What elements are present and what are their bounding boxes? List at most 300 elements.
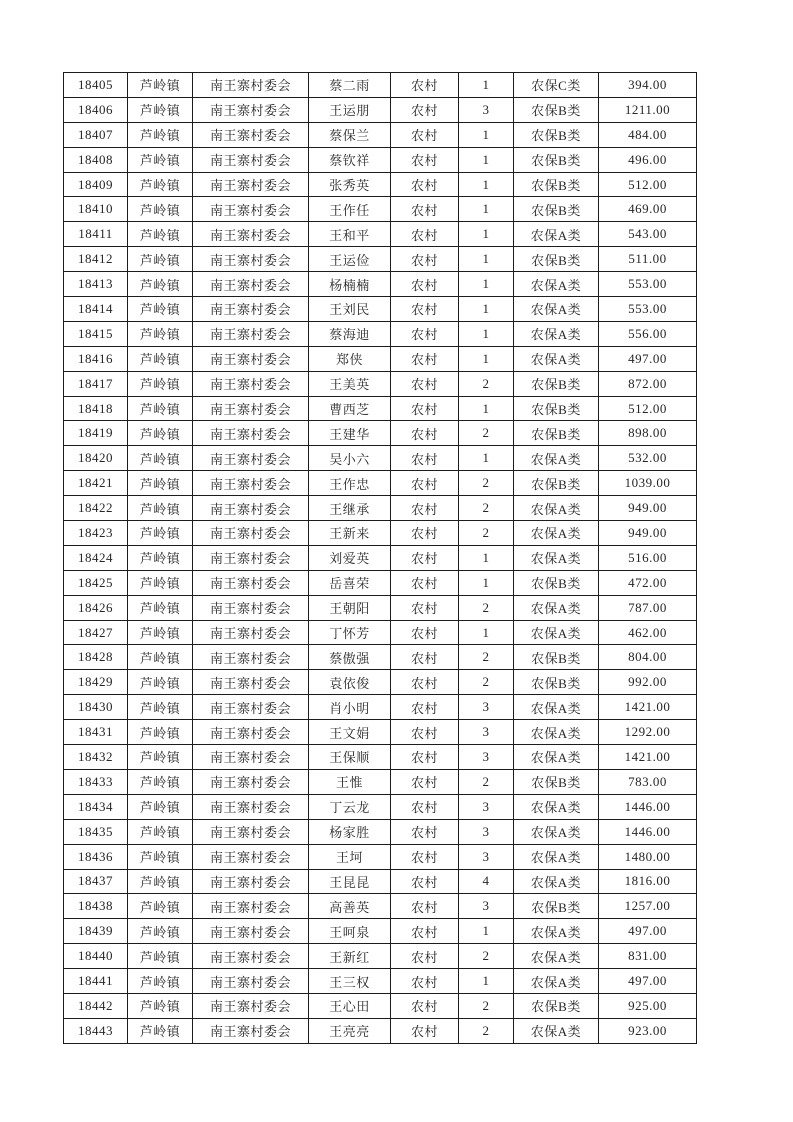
cell-insurance_class: 农保A类 xyxy=(514,869,599,894)
cell-amount: 1446.00 xyxy=(599,819,697,844)
cell-town: 芦岭镇 xyxy=(128,421,193,446)
cell-village_committee: 南王寨村委会 xyxy=(193,894,309,919)
cell-person_count: 1 xyxy=(459,73,514,98)
cell-village_committee: 南王寨村委会 xyxy=(193,321,309,346)
cell-person_name: 蔡二雨 xyxy=(309,73,391,98)
cell-residence_type: 农村 xyxy=(391,869,459,894)
cell-serial_number: 18439 xyxy=(64,919,128,944)
cell-person_count: 1 xyxy=(459,197,514,222)
cell-village_committee: 南王寨村委会 xyxy=(193,297,309,322)
cell-serial_number: 18409 xyxy=(64,172,128,197)
cell-serial_number: 18424 xyxy=(64,545,128,570)
cell-person_count: 2 xyxy=(459,371,514,396)
cell-person_name: 蔡傲强 xyxy=(309,645,391,670)
cell-village_committee: 南王寨村委会 xyxy=(193,944,309,969)
cell-amount: 1039.00 xyxy=(599,471,697,496)
cell-village_committee: 南王寨村委会 xyxy=(193,496,309,521)
cell-person_count: 1 xyxy=(459,346,514,371)
cell-person_name: 王昆昆 xyxy=(309,869,391,894)
cell-residence_type: 农村 xyxy=(391,570,459,595)
cell-town: 芦岭镇 xyxy=(128,844,193,869)
cell-person_name: 王保顺 xyxy=(309,745,391,770)
cell-residence_type: 农村 xyxy=(391,147,459,172)
cell-town: 芦岭镇 xyxy=(128,869,193,894)
cell-amount: 872.00 xyxy=(599,371,697,396)
cell-residence_type: 农村 xyxy=(391,446,459,471)
cell-residence_type: 农村 xyxy=(391,122,459,147)
cell-serial_number: 18442 xyxy=(64,993,128,1018)
cell-amount: 1480.00 xyxy=(599,844,697,869)
cell-amount: 783.00 xyxy=(599,769,697,794)
cell-amount: 1816.00 xyxy=(599,869,697,894)
cell-amount: 831.00 xyxy=(599,944,697,969)
cell-town: 芦岭镇 xyxy=(128,944,193,969)
cell-village_committee: 南王寨村委会 xyxy=(193,745,309,770)
cell-amount: 553.00 xyxy=(599,297,697,322)
cell-town: 芦岭镇 xyxy=(128,894,193,919)
table-row xyxy=(64,620,697,645)
cell-serial_number: 18405 xyxy=(64,73,128,98)
cell-village_committee: 南王寨村委会 xyxy=(193,346,309,371)
cell-village_committee: 南王寨村委会 xyxy=(193,147,309,172)
cell-amount: 1257.00 xyxy=(599,894,697,919)
cell-person_count: 1 xyxy=(459,446,514,471)
cell-insurance_class: 农保A类 xyxy=(514,346,599,371)
table-row xyxy=(64,446,697,471)
cell-insurance_class: 农保A类 xyxy=(514,446,599,471)
cell-person_name: 王作任 xyxy=(309,197,391,222)
cell-town: 芦岭镇 xyxy=(128,496,193,521)
cell-person_name: 丁云龙 xyxy=(309,794,391,819)
cell-insurance_class: 农保C类 xyxy=(514,73,599,98)
cell-person_count: 3 xyxy=(459,794,514,819)
cell-insurance_class: 农保B类 xyxy=(514,247,599,272)
cell-town: 芦岭镇 xyxy=(128,769,193,794)
cell-village_committee: 南王寨村委会 xyxy=(193,97,309,122)
cell-town: 芦岭镇 xyxy=(128,297,193,322)
cell-person_count: 1 xyxy=(459,321,514,346)
cell-serial_number: 18436 xyxy=(64,844,128,869)
cell-insurance_class: 农保A类 xyxy=(514,272,599,297)
cell-village_committee: 南王寨村委会 xyxy=(193,844,309,869)
cell-town: 芦岭镇 xyxy=(128,172,193,197)
table-row xyxy=(64,222,697,247)
cell-village_committee: 南王寨村委会 xyxy=(193,222,309,247)
cell-town: 芦岭镇 xyxy=(128,371,193,396)
cell-person_name: 王美英 xyxy=(309,371,391,396)
cell-person_name: 王和平 xyxy=(309,222,391,247)
cell-serial_number: 18417 xyxy=(64,371,128,396)
cell-residence_type: 农村 xyxy=(391,1018,459,1043)
cell-amount: 787.00 xyxy=(599,595,697,620)
cell-person_name: 王朝阳 xyxy=(309,595,391,620)
cell-person_name: 杨家胜 xyxy=(309,819,391,844)
cell-serial_number: 18430 xyxy=(64,695,128,720)
cell-residence_type: 农村 xyxy=(391,222,459,247)
table-row xyxy=(64,147,697,172)
cell-insurance_class: 农保A类 xyxy=(514,794,599,819)
cell-town: 芦岭镇 xyxy=(128,471,193,496)
table-row xyxy=(64,97,697,122)
cell-person_count: 1 xyxy=(459,969,514,994)
cell-amount: 556.00 xyxy=(599,321,697,346)
cell-residence_type: 农村 xyxy=(391,894,459,919)
cell-town: 芦岭镇 xyxy=(128,993,193,1018)
table-row xyxy=(64,944,697,969)
cell-residence_type: 农村 xyxy=(391,969,459,994)
cell-person_name: 王惟 xyxy=(309,769,391,794)
cell-insurance_class: 农保B类 xyxy=(514,471,599,496)
cell-serial_number: 18410 xyxy=(64,197,128,222)
cell-town: 芦岭镇 xyxy=(128,247,193,272)
cell-serial_number: 18407 xyxy=(64,122,128,147)
cell-amount: 497.00 xyxy=(599,919,697,944)
cell-person_count: 2 xyxy=(459,595,514,620)
cell-town: 芦岭镇 xyxy=(128,446,193,471)
cell-residence_type: 农村 xyxy=(391,794,459,819)
cell-town: 芦岭镇 xyxy=(128,645,193,670)
cell-town: 芦岭镇 xyxy=(128,272,193,297)
cell-insurance_class: 农保A类 xyxy=(514,496,599,521)
cell-village_committee: 南王寨村委会 xyxy=(193,720,309,745)
table-row xyxy=(64,247,697,272)
table-row xyxy=(64,396,697,421)
cell-residence_type: 农村 xyxy=(391,620,459,645)
cell-residence_type: 农村 xyxy=(391,645,459,670)
cell-person_count: 3 xyxy=(459,720,514,745)
cell-amount: 394.00 xyxy=(599,73,697,98)
table-row xyxy=(64,894,697,919)
table-row xyxy=(64,720,697,745)
cell-amount: 512.00 xyxy=(599,172,697,197)
cell-village_committee: 南王寨村委会 xyxy=(193,471,309,496)
cell-town: 芦岭镇 xyxy=(128,919,193,944)
cell-amount: 1446.00 xyxy=(599,794,697,819)
cell-town: 芦岭镇 xyxy=(128,197,193,222)
cell-village_committee: 南王寨村委会 xyxy=(193,247,309,272)
table-row xyxy=(64,1018,697,1043)
cell-serial_number: 18423 xyxy=(64,521,128,546)
cell-residence_type: 农村 xyxy=(391,595,459,620)
cell-amount: 543.00 xyxy=(599,222,697,247)
cell-village_committee: 南王寨村委会 xyxy=(193,521,309,546)
cell-village_committee: 南王寨村委会 xyxy=(193,869,309,894)
cell-person_count: 1 xyxy=(459,545,514,570)
cell-amount: 992.00 xyxy=(599,670,697,695)
cell-serial_number: 18434 xyxy=(64,794,128,819)
cell-insurance_class: 农保B类 xyxy=(514,197,599,222)
table-row xyxy=(64,371,697,396)
cell-town: 芦岭镇 xyxy=(128,595,193,620)
cell-person_name: 张秀英 xyxy=(309,172,391,197)
cell-person_count: 3 xyxy=(459,745,514,770)
table-row xyxy=(64,545,697,570)
cell-residence_type: 农村 xyxy=(391,73,459,98)
cell-town: 芦岭镇 xyxy=(128,620,193,645)
cell-serial_number: 18420 xyxy=(64,446,128,471)
cell-person_count: 3 xyxy=(459,97,514,122)
cell-amount: 804.00 xyxy=(599,645,697,670)
cell-village_committee: 南王寨村委会 xyxy=(193,1018,309,1043)
cell-village_committee: 南王寨村委会 xyxy=(193,172,309,197)
table-row xyxy=(64,869,697,894)
cell-town: 芦岭镇 xyxy=(128,521,193,546)
cell-residence_type: 农村 xyxy=(391,545,459,570)
cell-town: 芦岭镇 xyxy=(128,670,193,695)
cell-amount: 469.00 xyxy=(599,197,697,222)
cell-person_name: 丁怀芳 xyxy=(309,620,391,645)
cell-insurance_class: 农保A类 xyxy=(514,819,599,844)
cell-insurance_class: 农保B类 xyxy=(514,570,599,595)
cell-person_name: 蔡钦祥 xyxy=(309,147,391,172)
cell-village_committee: 南王寨村委会 xyxy=(193,695,309,720)
cell-insurance_class: 农保B类 xyxy=(514,147,599,172)
cell-residence_type: 农村 xyxy=(391,919,459,944)
cell-residence_type: 农村 xyxy=(391,321,459,346)
cell-residence_type: 农村 xyxy=(391,521,459,546)
cell-amount: 462.00 xyxy=(599,620,697,645)
cell-insurance_class: 农保A类 xyxy=(514,745,599,770)
cell-person_count: 1 xyxy=(459,147,514,172)
table-row xyxy=(64,321,697,346)
cell-person_count: 1 xyxy=(459,297,514,322)
cell-person_name: 蔡海迪 xyxy=(309,321,391,346)
cell-village_committee: 南王寨村委会 xyxy=(193,421,309,446)
cell-serial_number: 18441 xyxy=(64,969,128,994)
cell-town: 芦岭镇 xyxy=(128,147,193,172)
cell-village_committee: 南王寨村委会 xyxy=(193,969,309,994)
cell-person_name: 王刘民 xyxy=(309,297,391,322)
cell-serial_number: 18427 xyxy=(64,620,128,645)
cell-town: 芦岭镇 xyxy=(128,969,193,994)
cell-serial_number: 18415 xyxy=(64,321,128,346)
cell-person_count: 3 xyxy=(459,844,514,869)
table-row xyxy=(64,769,697,794)
cell-person_name: 王心田 xyxy=(309,993,391,1018)
table-row xyxy=(64,272,697,297)
cell-town: 芦岭镇 xyxy=(128,545,193,570)
cell-insurance_class: 农保A类 xyxy=(514,521,599,546)
cell-serial_number: 18416 xyxy=(64,346,128,371)
cell-town: 芦岭镇 xyxy=(128,819,193,844)
cell-serial_number: 18438 xyxy=(64,894,128,919)
cell-insurance_class: 农保B类 xyxy=(514,396,599,421)
cell-amount: 898.00 xyxy=(599,421,697,446)
cell-insurance_class: 农保B类 xyxy=(514,670,599,695)
cell-person_count: 2 xyxy=(459,769,514,794)
table-row xyxy=(64,122,697,147)
cell-serial_number: 18437 xyxy=(64,869,128,894)
cell-person_count: 3 xyxy=(459,695,514,720)
cell-village_committee: 南王寨村委会 xyxy=(193,272,309,297)
cell-residence_type: 农村 xyxy=(391,944,459,969)
cell-village_committee: 南王寨村委会 xyxy=(193,371,309,396)
cell-residence_type: 农村 xyxy=(391,247,459,272)
cell-person_count: 1 xyxy=(459,247,514,272)
cell-village_committee: 南王寨村委会 xyxy=(193,919,309,944)
cell-insurance_class: 农保B类 xyxy=(514,769,599,794)
cell-insurance_class: 农保B类 xyxy=(514,894,599,919)
cell-village_committee: 南王寨村委会 xyxy=(193,73,309,98)
cell-person_name: 王三权 xyxy=(309,969,391,994)
table-row xyxy=(64,969,697,994)
cell-serial_number: 18443 xyxy=(64,1018,128,1043)
cell-amount: 1211.00 xyxy=(599,97,697,122)
table-row xyxy=(64,297,697,322)
table-row xyxy=(64,819,697,844)
table-row xyxy=(64,745,697,770)
cell-village_committee: 南王寨村委会 xyxy=(193,595,309,620)
cell-person_count: 1 xyxy=(459,919,514,944)
cell-person_count: 2 xyxy=(459,421,514,446)
cell-person_name: 蔡保兰 xyxy=(309,122,391,147)
cell-village_committee: 南王寨村委会 xyxy=(193,446,309,471)
cell-residence_type: 农村 xyxy=(391,97,459,122)
cell-amount: 511.00 xyxy=(599,247,697,272)
cell-residence_type: 农村 xyxy=(391,471,459,496)
cell-village_committee: 南王寨村委会 xyxy=(193,993,309,1018)
cell-amount: 949.00 xyxy=(599,496,697,521)
cell-town: 芦岭镇 xyxy=(128,321,193,346)
cell-person_name: 高善英 xyxy=(309,894,391,919)
cell-residence_type: 农村 xyxy=(391,745,459,770)
cell-serial_number: 18413 xyxy=(64,272,128,297)
table-row xyxy=(64,496,697,521)
cell-village_committee: 南王寨村委会 xyxy=(193,670,309,695)
cell-town: 芦岭镇 xyxy=(128,122,193,147)
cell-amount: 512.00 xyxy=(599,396,697,421)
cell-person_count: 4 xyxy=(459,869,514,894)
pension-roster-table xyxy=(63,72,697,1044)
cell-insurance_class: 农保A类 xyxy=(514,844,599,869)
cell-insurance_class: 农保A类 xyxy=(514,919,599,944)
cell-residence_type: 农村 xyxy=(391,819,459,844)
table-row xyxy=(64,919,697,944)
cell-person_count: 1 xyxy=(459,172,514,197)
cell-insurance_class: 农保A类 xyxy=(514,321,599,346)
cell-person_count: 2 xyxy=(459,944,514,969)
cell-village_committee: 南王寨村委会 xyxy=(193,122,309,147)
cell-serial_number: 18422 xyxy=(64,496,128,521)
cell-insurance_class: 农保B类 xyxy=(514,97,599,122)
table-row xyxy=(64,471,697,496)
cell-insurance_class: 农保A类 xyxy=(514,969,599,994)
cell-person_count: 3 xyxy=(459,894,514,919)
cell-town: 芦岭镇 xyxy=(128,396,193,421)
cell-serial_number: 18428 xyxy=(64,645,128,670)
cell-residence_type: 农村 xyxy=(391,769,459,794)
cell-person_count: 2 xyxy=(459,670,514,695)
cell-amount: 923.00 xyxy=(599,1018,697,1043)
cell-person_name: 王文娟 xyxy=(309,720,391,745)
cell-person_name: 王运朋 xyxy=(309,97,391,122)
cell-residence_type: 农村 xyxy=(391,297,459,322)
cell-person_name: 曹西芝 xyxy=(309,396,391,421)
cell-insurance_class: 农保A类 xyxy=(514,695,599,720)
cell-town: 芦岭镇 xyxy=(128,346,193,371)
cell-amount: 1292.00 xyxy=(599,720,697,745)
cell-person_name: 王继承 xyxy=(309,496,391,521)
cell-village_committee: 南王寨村委会 xyxy=(193,620,309,645)
cell-town: 芦岭镇 xyxy=(128,97,193,122)
cell-amount: 497.00 xyxy=(599,346,697,371)
table-row xyxy=(64,794,697,819)
cell-insurance_class: 农保B类 xyxy=(514,172,599,197)
cell-town: 芦岭镇 xyxy=(128,1018,193,1043)
table-row xyxy=(64,570,697,595)
cell-serial_number: 18431 xyxy=(64,720,128,745)
cell-person_count: 2 xyxy=(459,496,514,521)
cell-amount: 1421.00 xyxy=(599,745,697,770)
cell-insurance_class: 农保A类 xyxy=(514,297,599,322)
table-body xyxy=(64,73,697,1044)
cell-village_committee: 南王寨村委会 xyxy=(193,769,309,794)
cell-residence_type: 农村 xyxy=(391,272,459,297)
table-row xyxy=(64,421,697,446)
cell-person_name: 岳喜荣 xyxy=(309,570,391,595)
cell-person_name: 王新来 xyxy=(309,521,391,546)
cell-person_count: 1 xyxy=(459,620,514,645)
cell-person_name: 刘爱英 xyxy=(309,545,391,570)
cell-amount: 532.00 xyxy=(599,446,697,471)
cell-serial_number: 18419 xyxy=(64,421,128,446)
table-row xyxy=(64,993,697,1018)
cell-amount: 516.00 xyxy=(599,545,697,570)
cell-serial_number: 18432 xyxy=(64,745,128,770)
cell-person_name: 杨楠楠 xyxy=(309,272,391,297)
cell-person_name: 王运俭 xyxy=(309,247,391,272)
cell-person_count: 1 xyxy=(459,570,514,595)
cell-amount: 949.00 xyxy=(599,521,697,546)
cell-person_name: 王建华 xyxy=(309,421,391,446)
cell-insurance_class: 农保B类 xyxy=(514,421,599,446)
cell-town: 芦岭镇 xyxy=(128,73,193,98)
cell-amount: 497.00 xyxy=(599,969,697,994)
table-row xyxy=(64,73,697,98)
cell-residence_type: 农村 xyxy=(391,421,459,446)
cell-person_name: 郑侠 xyxy=(309,346,391,371)
cell-town: 芦岭镇 xyxy=(128,222,193,247)
cell-village_committee: 南王寨村委会 xyxy=(193,570,309,595)
cell-person_name: 袁依俊 xyxy=(309,670,391,695)
cell-person_count: 1 xyxy=(459,396,514,421)
cell-town: 芦岭镇 xyxy=(128,745,193,770)
cell-person_count: 2 xyxy=(459,993,514,1018)
cell-person_name: 王亮亮 xyxy=(309,1018,391,1043)
cell-person_count: 2 xyxy=(459,521,514,546)
cell-insurance_class: 农保A类 xyxy=(514,545,599,570)
table-row xyxy=(64,595,697,620)
cell-person_count: 2 xyxy=(459,471,514,496)
cell-insurance_class: 农保B类 xyxy=(514,371,599,396)
cell-person_name: 王作忠 xyxy=(309,471,391,496)
cell-village_committee: 南王寨村委会 xyxy=(193,545,309,570)
cell-serial_number: 18406 xyxy=(64,97,128,122)
cell-person_count: 3 xyxy=(459,819,514,844)
cell-amount: 553.00 xyxy=(599,272,697,297)
cell-residence_type: 农村 xyxy=(391,346,459,371)
cell-residence_type: 农村 xyxy=(391,695,459,720)
cell-village_committee: 南王寨村委会 xyxy=(193,819,309,844)
cell-village_committee: 南王寨村委会 xyxy=(193,396,309,421)
cell-village_committee: 南王寨村委会 xyxy=(193,645,309,670)
cell-residence_type: 农村 xyxy=(391,993,459,1018)
cell-insurance_class: 农保B类 xyxy=(514,122,599,147)
cell-person_count: 2 xyxy=(459,645,514,670)
cell-person_count: 2 xyxy=(459,1018,514,1043)
cell-insurance_class: 农保A类 xyxy=(514,1018,599,1043)
cell-amount: 925.00 xyxy=(599,993,697,1018)
